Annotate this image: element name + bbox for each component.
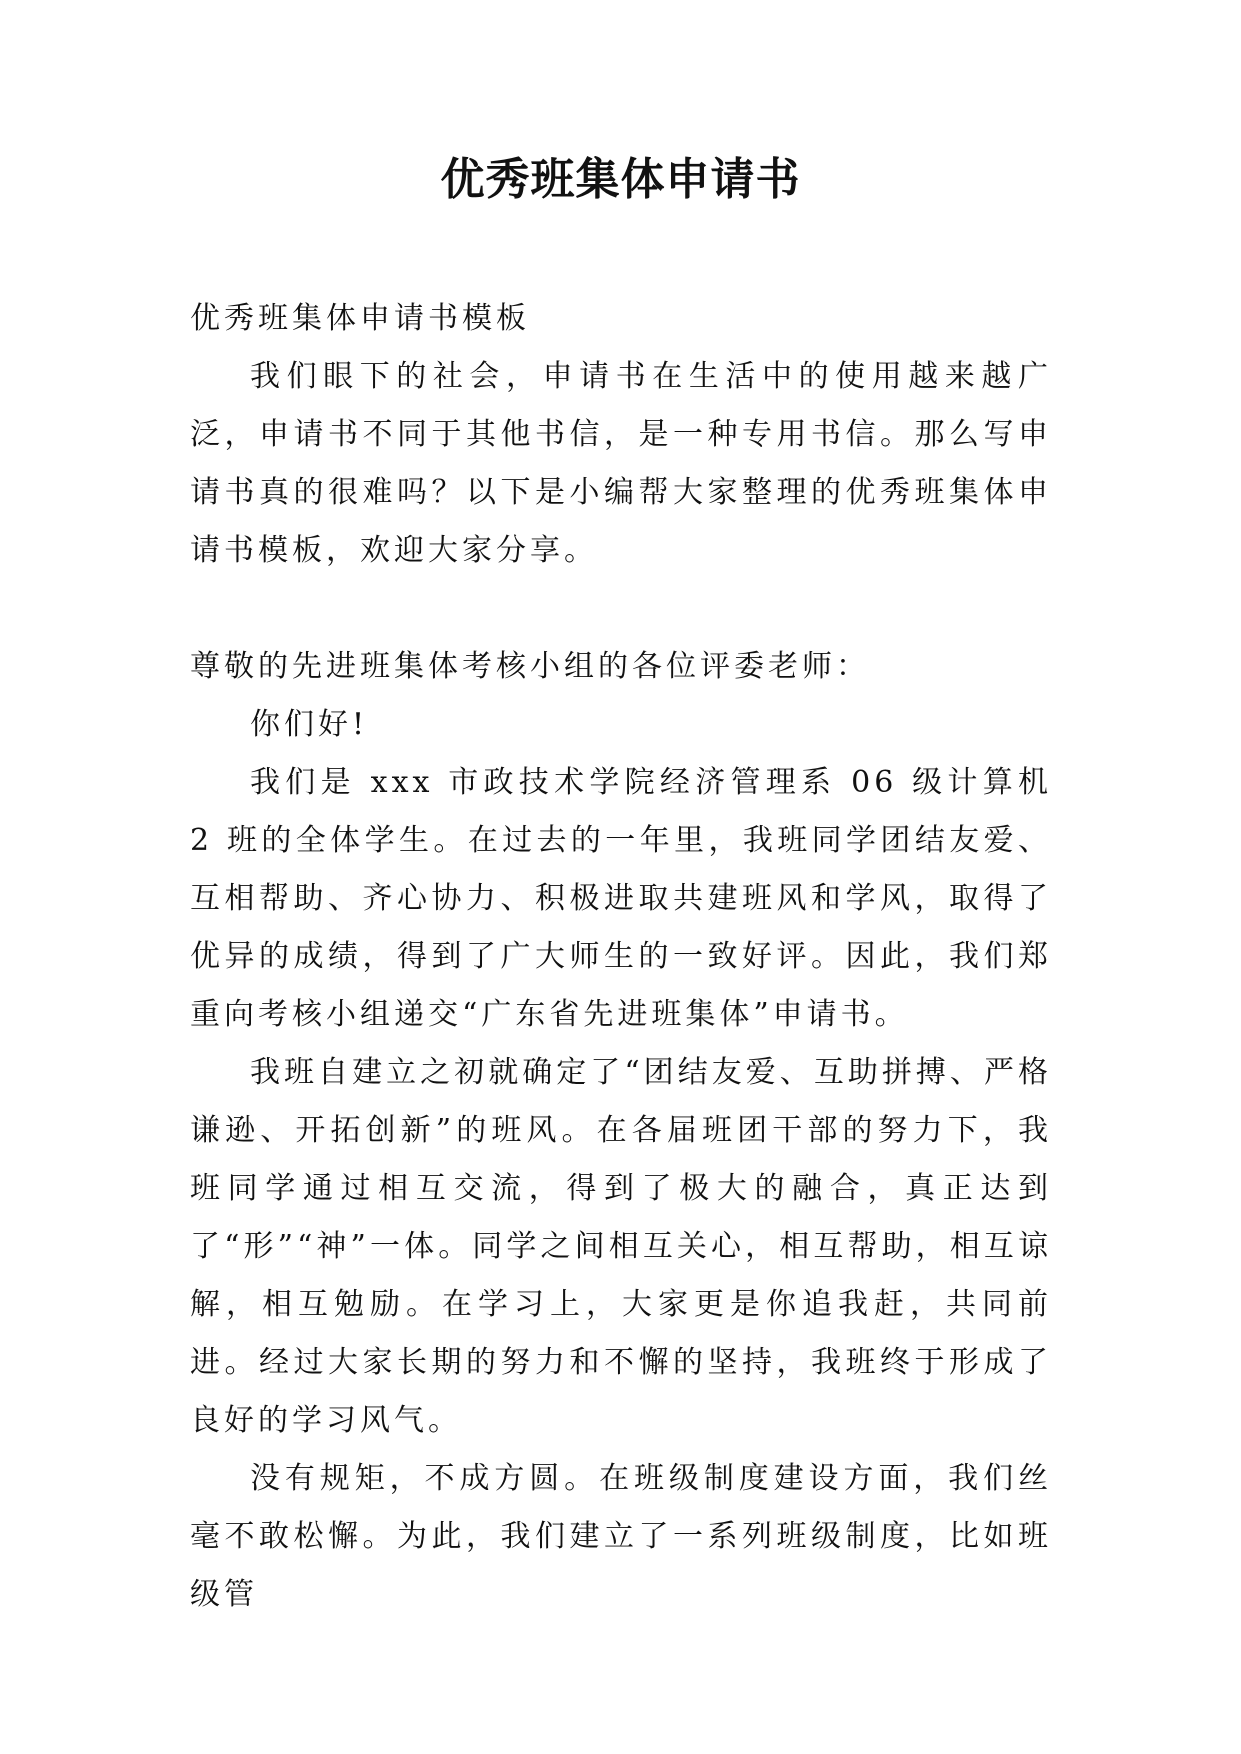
body-paragraph-1: 我们是 xxx 市政技术学院经济管理系 06 级计算机 2 班的全体学生。在过去的一年里，我班同学团结友爱、互相帮助、齐心协力、积极进取共建班风和学风，取得了优异的成绩，得到了广大师生的一致好评。因此，我们郑重向考核小组递交“广东省先进班集体”申请书。 xyxy=(190,765,1052,1032)
body-paragraph-2: 我班自建立之初就确定了“团结友爱、互助拼搏、严格谦逊、开拓创新”的班风。在各届班团干部的努力下，我班同学通过相互交流，得到了极大的融合，真正达到了“形”“神”一体。同学之间相互关心，相互帮助，相互谅解，相互勉励。在学习上，大家更是你追我赶，共同前进。经过大家长期的努力和不懈的坚持，我班终于形成了良好的学习风气。 xyxy=(190,1055,1052,1438)
salutation-line: 尊敬的先进班集体考核小组的各位评委老师： xyxy=(190,649,870,684)
intro-paragraph: 我们眼下的社会，申请书在生活中的使用越来越广泛，申请书不同于其他书信，是一种专用书信。那么写申请书真的很难吗？以下是小编帮大家整理的优秀班集体申请书模板，欢迎大家分享。 xyxy=(190,359,1052,568)
body-paragraph-3: 没有规矩，不成方圆。在班级制度建设方面，我们丝毫不敢松懈。为此，我们建立了一系列班级制度，比如班级管 xyxy=(190,1461,1052,1612)
document-title: 优秀班集体申请书 xyxy=(440,154,801,205)
paragraph-spacer xyxy=(190,580,1052,638)
document-subtitle: 优秀班集体申请书模板 xyxy=(190,301,530,336)
greeting-line: 你们好! xyxy=(250,707,369,742)
document-body xyxy=(190,290,1052,1624)
